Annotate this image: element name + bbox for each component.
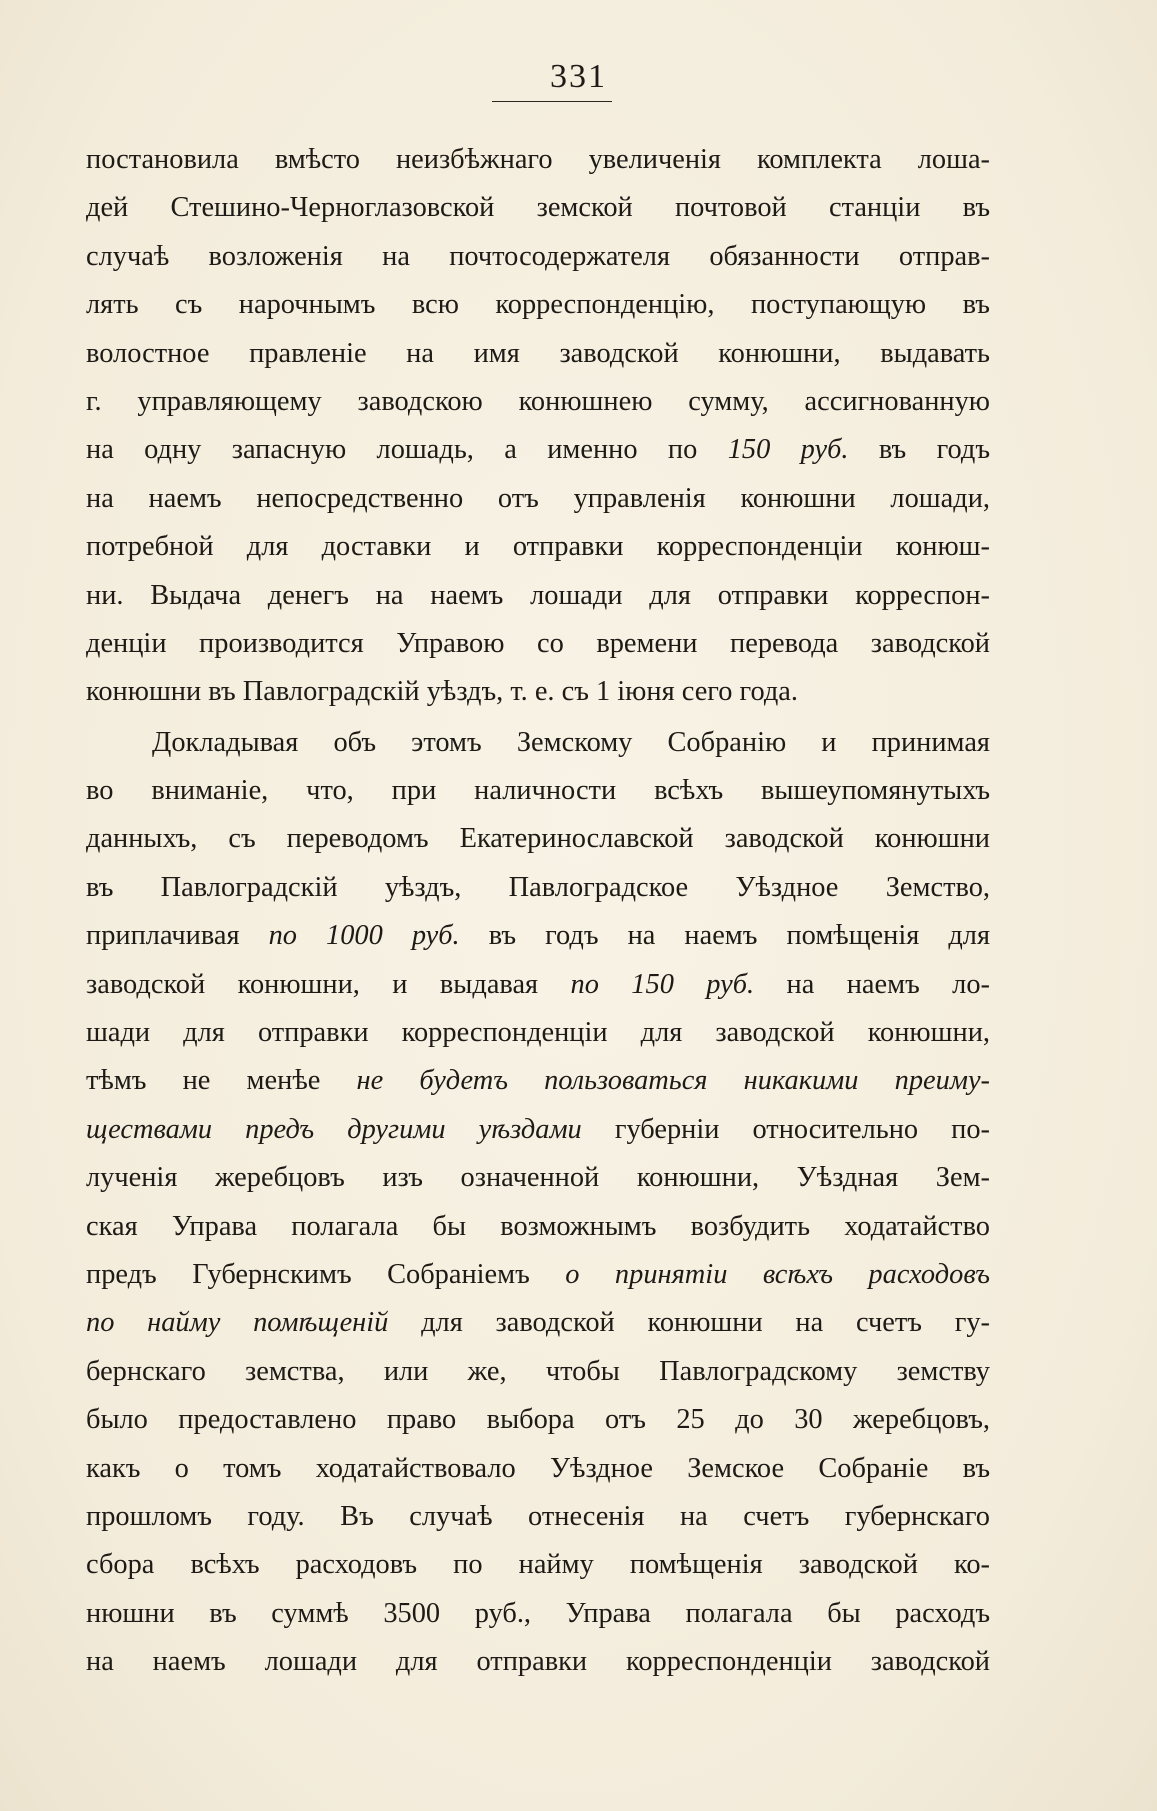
text-segment: заводской конюшни, и выдавая <box>86 968 571 1000</box>
page-number-rule <box>492 101 612 102</box>
italic-emphasis: ществами предъ другими уѣздами <box>86 1113 582 1145</box>
text-line: на наемъ непосредственно отъ управленія конюшни лошади, <box>86 482 990 514</box>
text-line: денціи производится Управою со времени перевода заводской <box>86 627 990 659</box>
text-line: было предоставлено право выбора отъ 25 до 30 жеребцовъ, <box>86 1404 990 1436</box>
text-line: въ Павлоградскій уѣздъ, Павлоградское Уѣздное Земство, <box>86 871 990 903</box>
text-line: лять съ нарочнымъ всю корреспонденцію, поступающую въ <box>86 289 990 321</box>
text-line: во вниманіе, что, при наличности всѣхъ вышеупомянутыхъ <box>86 775 990 807</box>
text-line: бернскаго земства, или же, чтобы Павлоградскому земству <box>86 1355 990 1387</box>
text-line: дей Стешино-Черноглазовской земской почтовой станціи въ <box>86 192 990 224</box>
italic-emphasis: по 1000 руб. <box>268 920 460 952</box>
paragraph-start-line: Докладывая объ этомъ Земскому Собранію и принимая <box>152 726 990 758</box>
italic-emphasis: о принятіи всѣхъ расходовъ <box>565 1258 991 1290</box>
text-line <box>86 961 990 1009</box>
text-line: шади для отправки корреспонденціи для заводской конюшни, <box>86 1017 990 1049</box>
text-line: лученія жеребцовъ изъ означенной конюшни, Уѣздная Зем- <box>86 1162 990 1194</box>
text-line: ская Управа полагала бы возможнымъ возбудить ходатайство <box>86 1210 990 1242</box>
italic-emphasis: по 150 руб. <box>570 968 755 1000</box>
italic-emphasis: 150 руб. <box>727 434 849 466</box>
text-segment: въ годъ <box>848 434 991 466</box>
text-line: г. управляющему заводскою конюшнею сумму, ассигнованную <box>86 385 990 417</box>
text-line <box>86 912 990 960</box>
text-segment: губерніи относительно по- <box>581 1113 991 1145</box>
text-line <box>86 1299 990 1347</box>
body-text <box>86 136 990 1687</box>
text-line: на наемъ лошади для отправки корреспонденціи заводской <box>86 1646 990 1678</box>
text-segment: тѣмъ не менѣе <box>86 1065 357 1097</box>
text-line: потребной для доставки и отправки корреспонденціи конюш- <box>86 531 990 563</box>
italic-emphasis: не будетъ пользоваться никакими преиму- <box>356 1065 991 1097</box>
text-segment: на одну запасную лошадь, а именно по <box>86 434 728 466</box>
page-number: 331 <box>550 58 607 95</box>
italic-emphasis: по найму помѣщеній <box>86 1307 389 1339</box>
text-line: случаѣ возложенія на почтосодержателя обязанности отправ- <box>86 240 990 272</box>
text-segment: въ годъ на наемъ помѣщенія для <box>459 920 991 952</box>
text-line <box>86 1106 990 1154</box>
text-line: данныхъ, съ переводомъ Екатеринославской заводской конюшни <box>86 823 990 855</box>
text-line: сбора всѣхъ расходовъ по найму помѣщенія заводской ко- <box>86 1549 990 1581</box>
text-line <box>86 1251 990 1299</box>
text-line: ни. Выдача денегъ на наемъ лошади для отправки корреспон- <box>86 579 990 611</box>
text-line: постановила вмѣсто неизбѣжнаго увеличенія комплекта лоша- <box>86 144 990 175</box>
text-segment: для заводской конюшни на счетъ гу- <box>388 1307 990 1339</box>
text-line: какъ о томъ ходатайствовало Уѣздное Земское Собраніе въ <box>86 1452 990 1484</box>
text-line: нюшни въ суммѣ 3500 руб., Управа полагала бы расходъ <box>86 1597 990 1629</box>
text-line <box>86 1057 990 1105</box>
text-segment: на наемъ ло- <box>754 968 990 1000</box>
text-line: прошломъ году. Въ случаѣ отнесенія на счетъ губернскаго <box>86 1500 990 1532</box>
text-segment: предъ Губернскимъ Собраніемъ <box>86 1258 566 1290</box>
text-line <box>86 426 990 474</box>
text-segment: приплачивая <box>86 920 269 952</box>
text-line: конюшни въ Павлоградскій уѣздъ, т. е. съ 1 іюня сего года. <box>86 676 798 708</box>
text-line: волостное правленіе на имя заводской конюшни, выдавать <box>86 337 990 369</box>
